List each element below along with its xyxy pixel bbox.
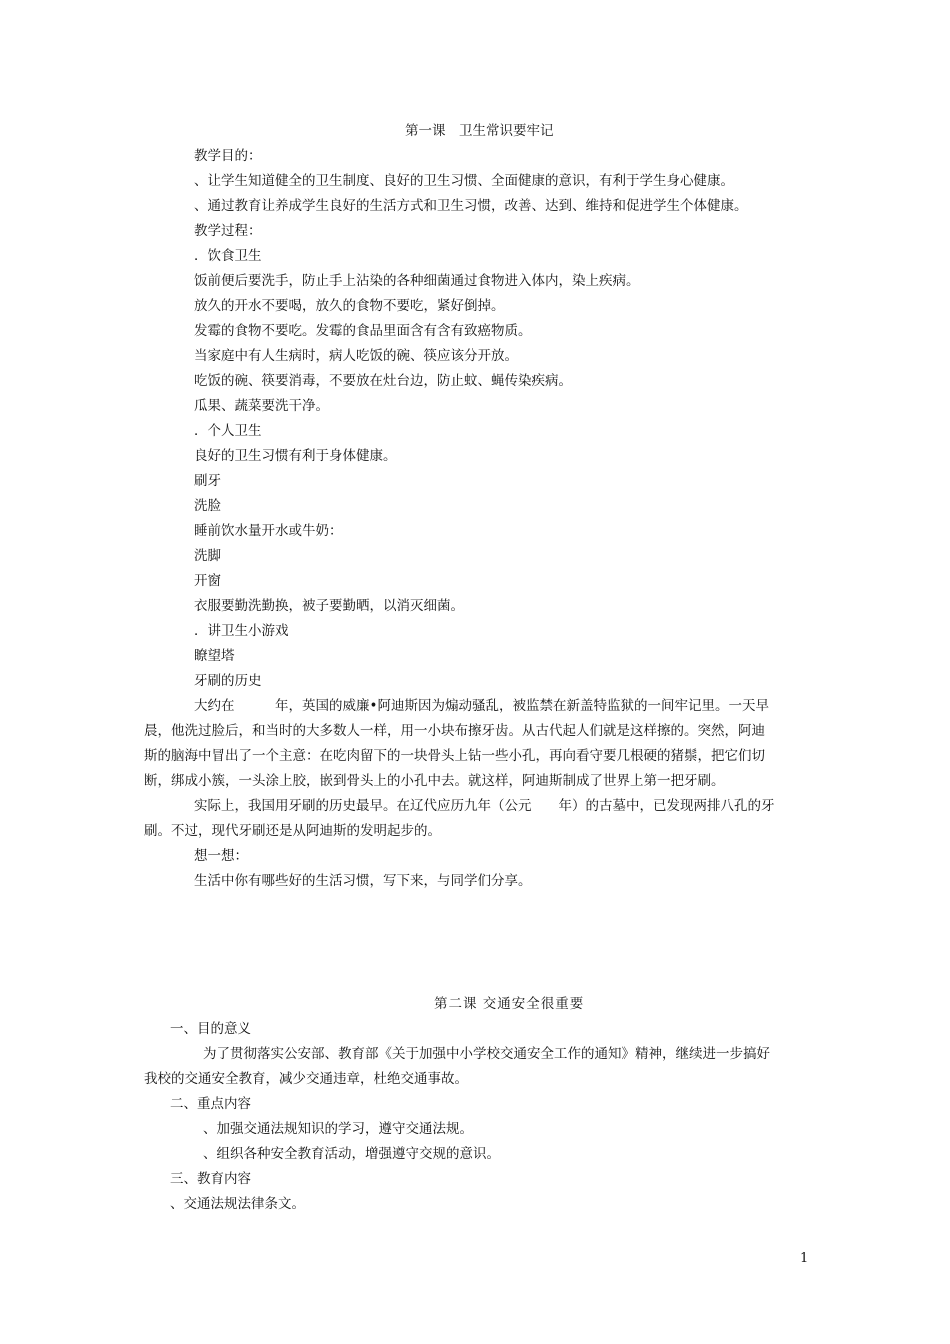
personal-item: 衣服要勤洗勤换，被子要勤晒，以消灭细菌。 <box>194 598 464 614</box>
personal-item: 睡前饮水量开水或牛奶： <box>194 523 343 539</box>
personal-item: 开窗 <box>194 573 221 589</box>
purpose-line: 我校的交通安全教育，减少交通违章，杜绝交通事故。 <box>144 1071 468 1087</box>
personal-item: 刷牙 <box>194 473 221 489</box>
personal-item: 洗脸 <box>194 498 221 514</box>
lesson1-title: 第一课 卫生常识要牢记 <box>405 123 554 139</box>
think-prompt: 生活中你有哪些好的生活习惯，写下来，与同学们分享。 <box>194 873 532 889</box>
section-personal-hygiene: ．个人卫生 <box>194 423 262 439</box>
goal-item-1: 、让学生知道健全的卫生制度、良好的卫生习惯、全面健康的意识，有利于学生身心健康。 <box>194 173 734 189</box>
story-line: 大约在 年，英国的威廉•阿迪斯因为煽动骚乱，被监禁在新盖特监狱的一间牢记里。一天早 <box>194 698 769 714</box>
key-item-2: 、组织各种安全教育活动，增强遵守交规的意识。 <box>203 1146 500 1162</box>
personal-item: 良好的卫生习惯有利于身体健康。 <box>194 448 397 464</box>
lesson2-title: 第二课 交通安全很重要 <box>434 996 585 1012</box>
content-item-1: 、交通法规法律条文。 <box>170 1196 305 1212</box>
section-education-content: 三、教育内容 <box>170 1171 251 1187</box>
food-item: 吃饭的碗、筷要消毒，不要放在灶台边，防止蚊、蝇传染疾病。 <box>194 373 572 389</box>
page-number: 1 <box>800 1251 809 1266</box>
section-food-hygiene: ．饮食卫生 <box>194 248 262 264</box>
section-key-content: 二、重点内容 <box>170 1096 251 1112</box>
history-title: 牙刷的历史 <box>194 673 262 689</box>
game-name: 瞭望塔 <box>194 648 235 664</box>
story2-line: 刷。不过，现代牙刷还是从阿迪斯的发明起步的。 <box>144 823 441 839</box>
story-line: 晨，他洗过脸后，和当时的大多数人一样，用一小块布擦牙齿。从古代起人们就是这样擦的。突然，阿迪 <box>144 723 765 739</box>
food-item: 当家庭中有人生病时，病人吃饭的碗、筷应该分开放。 <box>194 348 518 364</box>
section-purpose: 一、目的意义 <box>170 1021 251 1037</box>
story-line: 斯的脑海中冒出了一个主意：在吃肉留下的一块骨头上钻一些小孔，再向看守要几根硬的猪鬃，把它们切 <box>144 748 765 764</box>
think-heading: 想一想： <box>194 848 248 864</box>
story-line: 断，绑成小簇，一头涂上胶，嵌到骨头上的小孔中去。就这样，阿迪斯制成了世界上第一把牙刷。 <box>144 773 725 789</box>
key-item-1: 、加强交通法规知识的学习，遵守交通法规。 <box>203 1121 473 1137</box>
food-item: 饭前便后要洗手，防止手上沾染的各种细菌通过食物进入体内，染上疾病。 <box>194 273 640 289</box>
food-item: 发霉的食物不要吃。发霉的食品里面含有含有致癌物质。 <box>194 323 532 339</box>
section-hygiene-game: ．讲卫生小游戏 <box>194 623 289 639</box>
goal-item-2: 、通过教育让养成学生良好的生活方式和卫生习惯，改善、达到、维持和促进学生个体健康。 <box>194 198 748 214</box>
food-item: 瓜果、蔬菜要洗干净。 <box>194 398 329 414</box>
food-item: 放久的开水不要喝，放久的食物不要吃，紧好倒掉。 <box>194 298 505 314</box>
story2-line: 实际上，我国用牙刷的历史最早。在辽代应历九年（公元 年）的古墓中，已发现两排八孔的牙 <box>194 798 775 814</box>
goal-heading: 教学目的： <box>194 148 262 164</box>
process-heading: 教学过程： <box>194 223 262 239</box>
personal-item: 洗脚 <box>194 548 221 564</box>
purpose-line: 为了贯彻落实公安部、教育部《关于加强中小学校交通安全工作的通知》精神，继续进一步搞好 <box>203 1046 770 1062</box>
